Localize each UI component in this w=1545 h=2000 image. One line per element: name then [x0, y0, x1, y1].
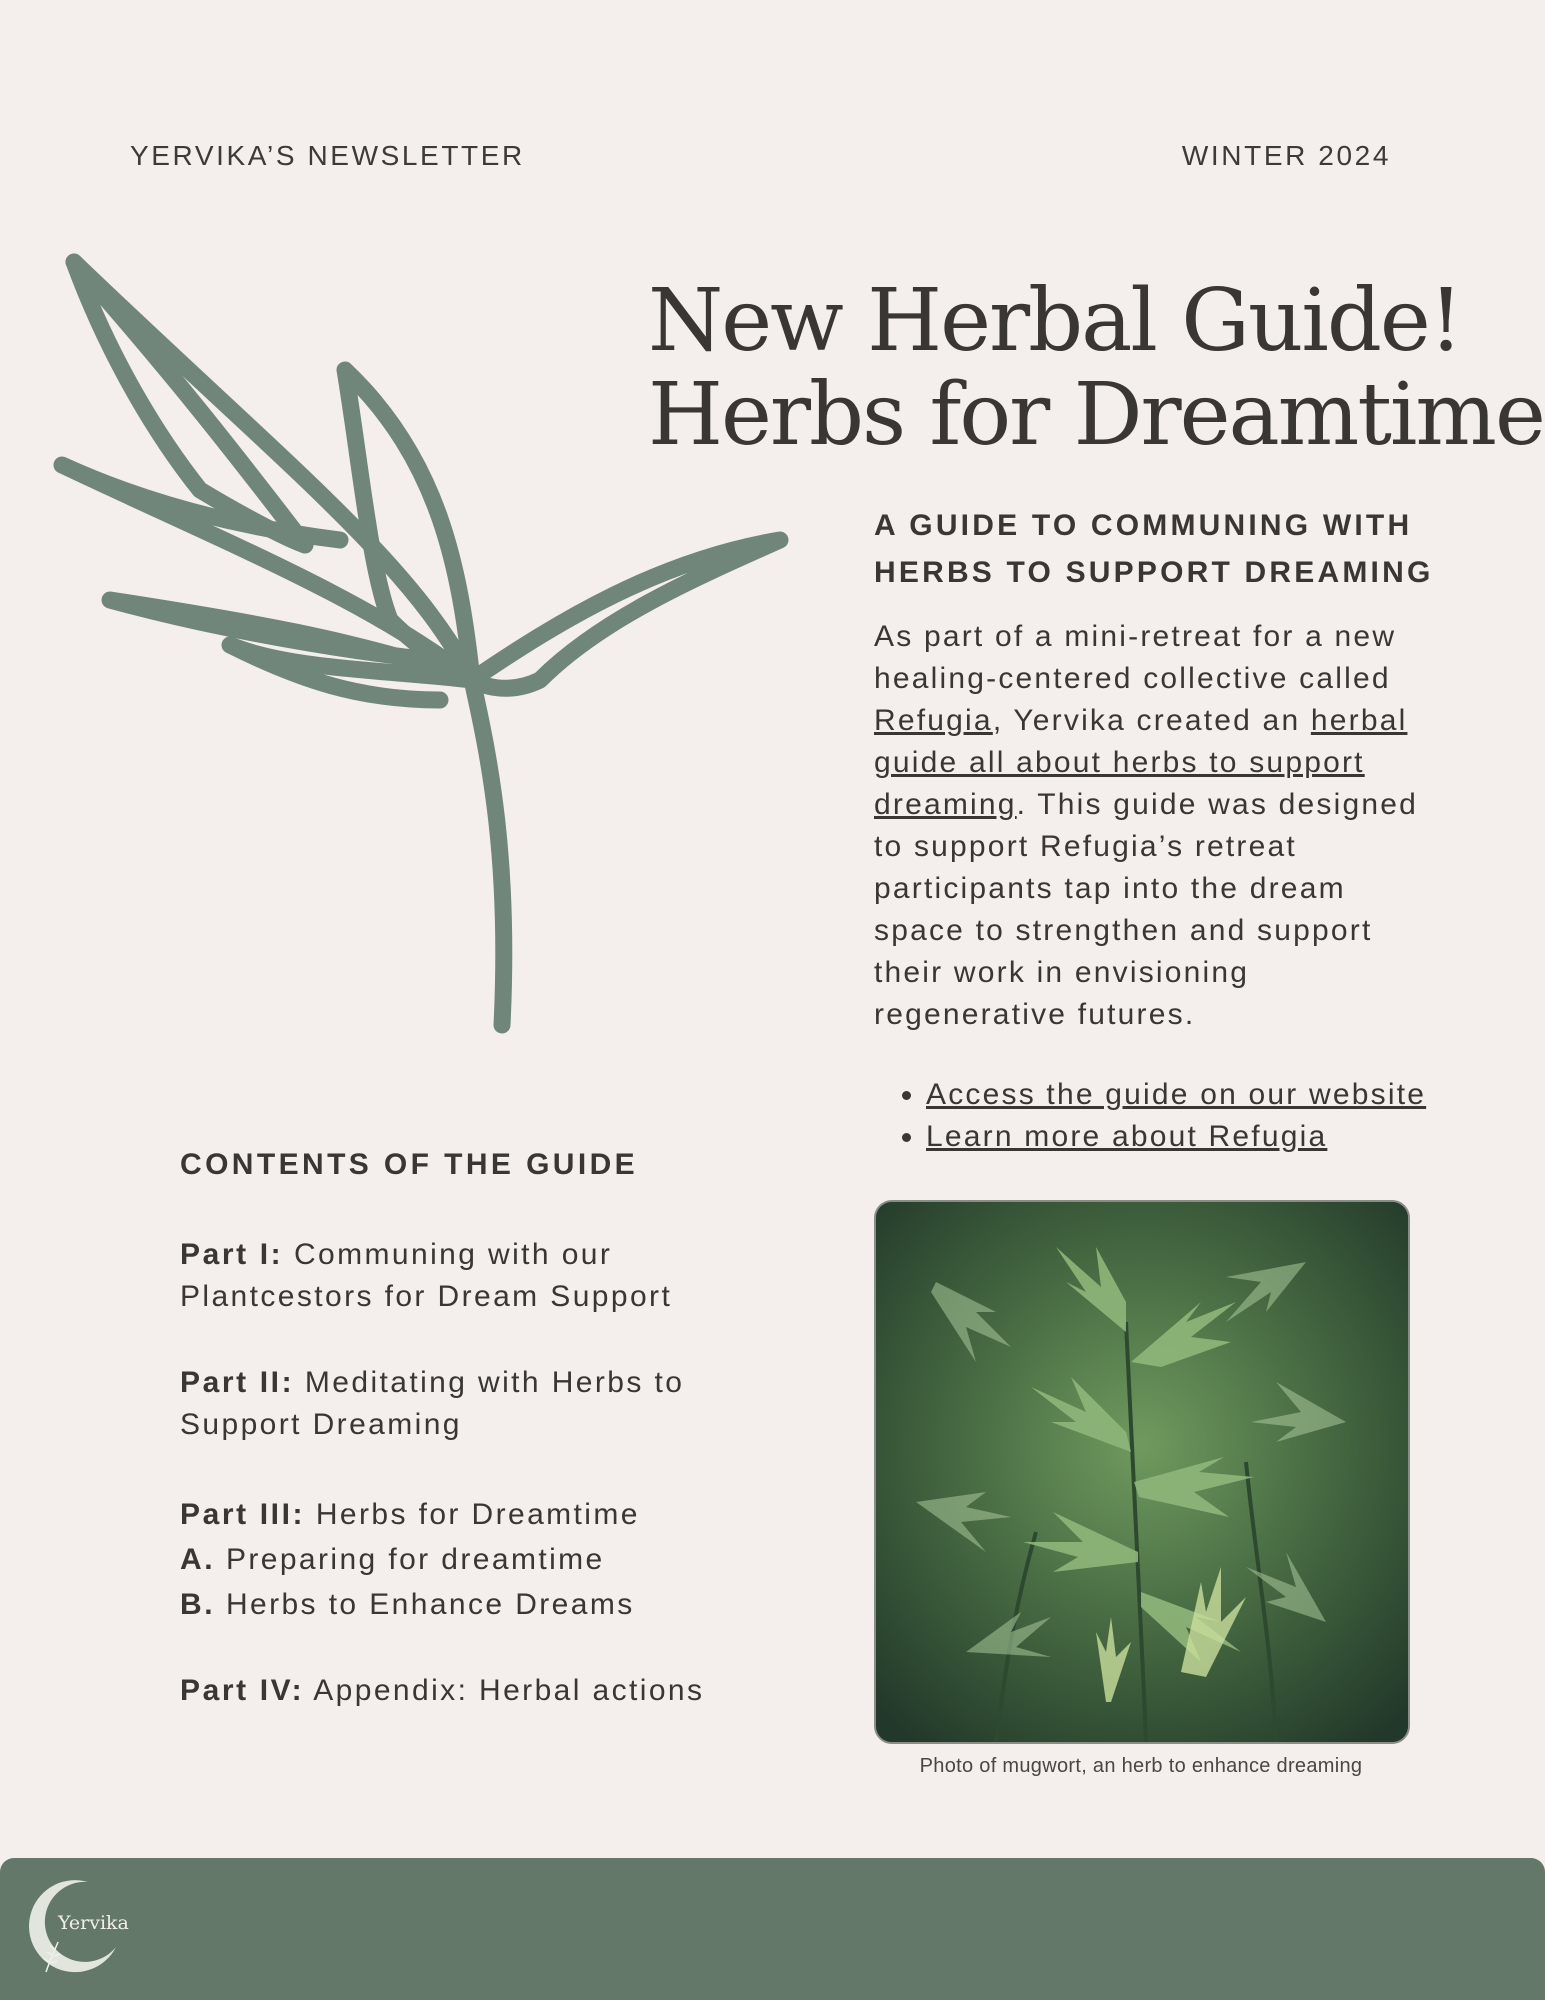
footer-logo-text: Yervika [58, 1912, 129, 1934]
refugia-link[interactable]: Refugia [874, 704, 993, 737]
mugwort-photo [874, 1200, 1410, 1744]
photo-caption: Photo of mugwort, an herb to enhance dreaming [919, 1755, 1363, 1777]
herbal-guide-link-part1[interactable]: herbal [1310, 704, 1408, 737]
resource-links [900, 1074, 1426, 1158]
issue-date: WINTER 2024 [1181, 140, 1391, 171]
contents-part-3: Part III: Herbs for Dreamtime A. Preparing for dreamtime B. Herbs to Enhance Dreams [180, 1498, 640, 1621]
contents-part-4: Part IV: Appendix: Herbal actions [180, 1674, 705, 1707]
contents-part-1: Part I: Communing with our Plantcestors for Dream Support [180, 1238, 673, 1313]
list-item [926, 1074, 1426, 1116]
access-guide-link[interactable]: Access the guide on our website [926, 1078, 1427, 1111]
herbal-guide-link-part2[interactable]: guide all about herbs to support [874, 746, 1365, 779]
learn-refugia-link[interactable]: Learn more about Refugia [926, 1120, 1328, 1153]
newsletter-name: YERVIKA’S NEWSLETTER [130, 140, 525, 171]
article-title: New Herbal Guide! Herbs for Dreamtime [648, 271, 1544, 465]
mugwort-foliage-image [876, 1202, 1408, 1742]
article-subtitle: A GUIDE TO COMMUNING WITH HERBS TO SUPPORT DREAMING [874, 509, 1434, 589]
contents-part-2: Part II: Meditating with Herbs to Support Dreaming [180, 1366, 685, 1441]
intro-paragraph: As part of a mini-retreat for a new healing-centered collective called Refugia, Yervika created an herbal guide all about herbs to support dreaming. This guide was designed to support Refugia’s retreat participants tap into the dream space to strengthen and support their work in envisioning regenerative futures. [874, 620, 1419, 1031]
herbal-guide-link-part3[interactable]: dreaming [874, 788, 1017, 821]
footer-bar [0, 1858, 1545, 2000]
list-item [926, 1116, 1426, 1158]
contents-heading: CONTENTS OF THE GUIDE [180, 1148, 639, 1181]
